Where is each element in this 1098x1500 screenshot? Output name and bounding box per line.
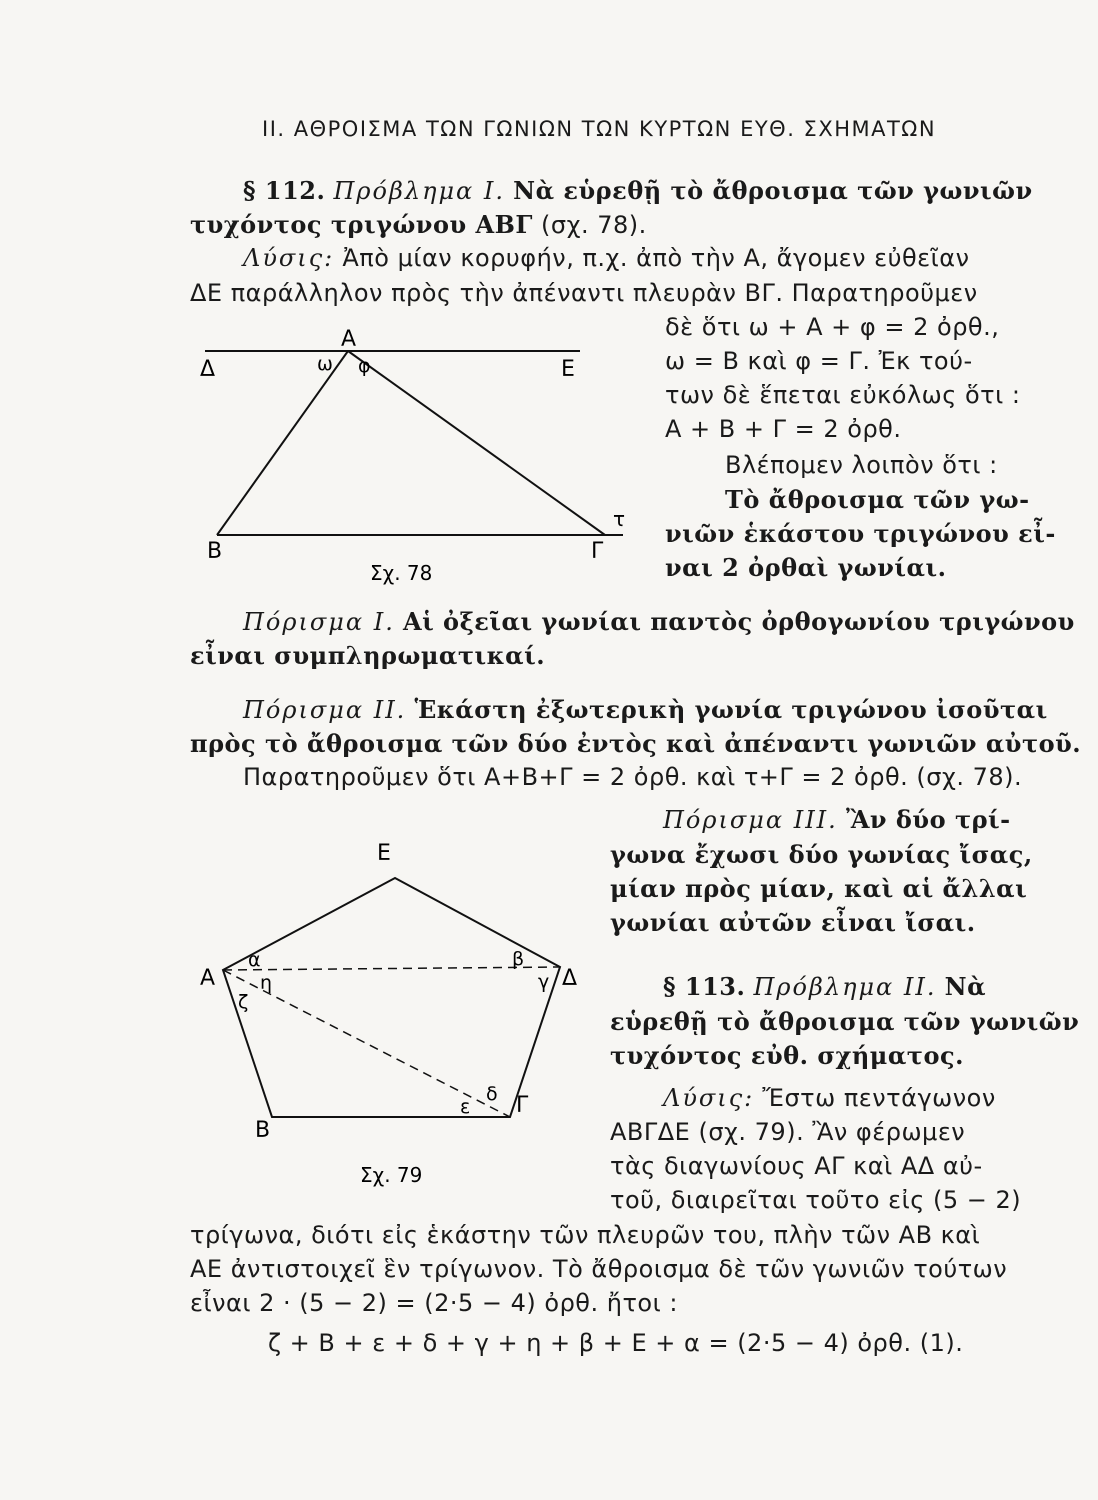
section-113-equation: ζ + Β + ε + δ + γ + η + β + Ε + α = (2·5 − 4) ὀρθ. (1). — [268, 1329, 964, 1357]
section-113-solution-1: Ἔστω πεντάγωνον — [762, 1084, 996, 1112]
porisma-3-text-3: μίαν πρὸς μίαν, καὶ αἱ ἄλλαι — [610, 874, 1028, 903]
porisma-3-label: Πόρισμα ΙΙΙ. — [663, 806, 838, 834]
section-113-statement-3: τυχόντος εὐθ. σχήματος. — [610, 1041, 964, 1070]
section-113-solution-5: τρίγωνα, διότι εἰς ἑκάστην τῶν πλευρῶν του, πλὴν τῶν ΑΒ καὶ — [190, 1221, 981, 1249]
label-phi: φ — [358, 355, 371, 377]
label-G: Γ — [516, 1093, 529, 1118]
label-alpha: α — [248, 949, 261, 971]
section-112-result-4: Α + Β + Γ = 2 ὀρθ. — [665, 415, 902, 443]
porisma-1-line1 — [243, 607, 1075, 636]
figure-78 — [195, 320, 635, 600]
porisma-2-text-2: πρὸς τὸ ἄθροισμα τῶν δύο ἐντὸς καὶ ἀπέναντι γωνιῶν αὐτοῦ. — [190, 729, 1082, 758]
label-E: Ε — [377, 841, 391, 866]
section-112-solution-1: Ἀπὸ μίαν κορυφήν, π.χ. ἀπὸ τὴν Α, ἄγομεν εὐθεῖαν — [342, 244, 970, 272]
section-112-solution-line1 — [243, 244, 969, 272]
figure-78-caption: Σχ. 78 — [370, 561, 433, 585]
label-D: Δ — [200, 357, 216, 382]
section-112-solution-2: ΔΕ παράλληλον πρὸς τὴν ἀπέναντι πλευρὰν ΒΓ. Παρατηροῦμεν — [190, 279, 978, 307]
section-113-statement-1: Νὰ — [944, 972, 987, 1001]
section-113-solution-2: ΑΒΓΔΕ (σχ. 79). Ἂν φέρωμεν — [610, 1118, 966, 1146]
side-AB — [217, 351, 348, 535]
section-113-statement-2: εὑρεθῇ τὸ ἄθροισμα τῶν γωνιῶν — [610, 1007, 1080, 1036]
section-113-solution-3: τὰς διαγωνίους ΑΓ καὶ ΑΔ αὐ- — [610, 1152, 983, 1180]
section-113-line1 — [663, 972, 986, 1001]
porisma-2-label: Πόρισμα ΙΙ. — [243, 696, 407, 724]
section-112-ref: (σχ. 78). — [541, 211, 647, 239]
porisma-3-text-2: γωνα ἔχωσι δύο γωνίας ἴσας, — [610, 840, 1033, 869]
label-beta: β — [512, 948, 525, 970]
label-gamma: γ — [538, 971, 550, 993]
diagonal-AD — [223, 967, 560, 970]
section-113-solution-6: ΑΕ ἀντιστοιχεῖ ἓν τρίγωνον. Τὸ ἄθροισμα δὲ τῶν γωνιῶν τούτων — [190, 1255, 1008, 1283]
section-113-solution-line1 — [663, 1084, 996, 1112]
section-112-line2 — [190, 210, 647, 239]
section-113-solution-label: Λύσις: — [663, 1084, 755, 1112]
porisma-3-text-1: Ἂν δύο τρί- — [845, 805, 1011, 834]
label-E: Ε — [561, 357, 575, 382]
label-eta: η — [260, 972, 273, 994]
figure-79-caption: Σχ. 79 — [360, 1163, 423, 1187]
section-113-label: Πρόβλημα ΙΙ. — [753, 973, 937, 1001]
label-A: Α — [200, 966, 216, 991]
label-D: Δ — [562, 966, 578, 991]
porisma-3-line1 — [663, 805, 1011, 834]
section-112-result-5: Βλέπομεν λοιπὸν ὅτι : — [725, 451, 998, 479]
porisma-1-text-1: Αἱ ὀξεῖαι γωνίαι παντὸς ὀρθογωνίου τριγώνου — [402, 607, 1075, 636]
porisma-2-line1 — [243, 695, 1048, 724]
label-zeta: ζ — [238, 991, 249, 1013]
section-113-solution-4: τοῦ, διαιρεῖται τοῦτο εἰς (5 − 2) — [610, 1186, 1022, 1214]
section-112-line1 — [243, 176, 1033, 205]
section-112-result-7: νιῶν ἑκάστου τριγώνου εἶ- — [665, 519, 1056, 548]
label-B: Β — [207, 539, 223, 564]
porisma-1-label: Πόρισμα Ι. — [243, 608, 395, 636]
section-112-result-6: Τὸ ἄθροισμα τῶν γω- — [725, 485, 1030, 514]
section-112-result-2: ω = Β καὶ φ = Γ. Ἐκ τού- — [665, 347, 973, 375]
section-112-statement-1: Νὰ εὑρεθῇ τὸ ἄθροισμα τῶν γωνιῶν — [513, 176, 1033, 205]
porisma-3-text-4: γωνίαι αὐτῶν εἶναι ἴσαι. — [610, 908, 976, 937]
label-B: Β — [255, 1118, 271, 1143]
label-tau: τ — [613, 507, 626, 531]
label-delta: δ — [486, 1083, 498, 1105]
section-113-number: § 113. — [663, 972, 746, 1001]
pentagon — [223, 878, 560, 1117]
section-112-result-3: των δὲ ἕπεται εὐκόλως ὅτι : — [665, 381, 1021, 409]
section-113-solution-7: εἶναι 2 · (5 − 2) = (2·5 − 4) ὀρθ. ἤτοι : — [190, 1289, 678, 1317]
label-A: Α — [341, 327, 357, 352]
label-G: Γ — [591, 539, 604, 564]
porisma-1-text-2: εἶναι συμπληρωματικαί. — [190, 641, 546, 670]
porisma-2-text-3: Παρατηροῦμεν ὅτι Α+Β+Γ = 2 ὀρθ. καὶ τ+Γ = 2 ὀρθ. (σχ. 78). — [243, 763, 1023, 791]
section-112-number: § 112. — [243, 176, 326, 205]
section-112-label: Πρόβλημα Ι. — [333, 177, 505, 205]
porisma-2-text-1: Ἑκάστη ἐξωτερικὴ γωνία τριγώνου ἰσοῦται — [414, 695, 1048, 724]
figure-79 — [190, 825, 590, 1195]
label-omega: ω — [317, 353, 333, 375]
label-epsilon: ε — [460, 1096, 471, 1118]
section-112-solution-label: Λύσις: — [243, 244, 335, 272]
section-112-result-1: δὲ ὅτι ω + Α + φ = 2 ὀρθ., — [665, 313, 1000, 341]
page-header: II. ΑΘΡΟΙΣΜΑ ΤΩΝ ΓΩΝΙΩΝ ΤΩΝ ΚΥΡΤΩΝ ΕΥΘ. ΣΧΗΜΑΤΩΝ — [262, 117, 937, 141]
section-112-result-8: ναι 2 ὀρθαὶ γωνίαι. — [665, 553, 947, 582]
section-112-statement-2: τυχόντος τριγώνου ΑΒΓ — [190, 210, 533, 239]
